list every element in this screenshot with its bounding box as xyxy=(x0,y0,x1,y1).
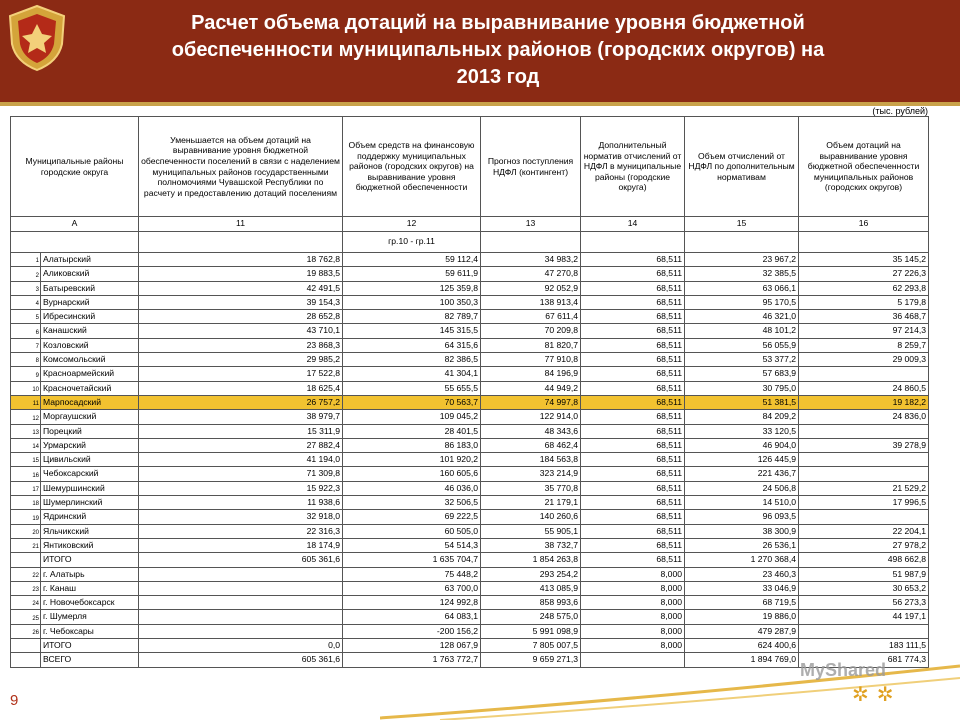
cell-c11: 22 316,3 xyxy=(139,524,343,538)
cell-c13: 5 991 098,9 xyxy=(481,624,581,638)
row-index: 13 xyxy=(11,424,41,438)
cell-c15: 24 506,8 xyxy=(685,481,799,495)
cell-c16 xyxy=(799,453,929,467)
cell-c13: 77 910,8 xyxy=(481,353,581,367)
table-row xyxy=(11,538,929,552)
coat-of-arms-icon xyxy=(6,4,68,72)
cell-c13: 140 260,6 xyxy=(481,510,581,524)
row-index: 8 xyxy=(11,353,41,367)
cell-c11 xyxy=(139,610,343,624)
cell-c14: 68,511 xyxy=(581,510,685,524)
row-index: 20 xyxy=(11,524,41,538)
cell-c11: 43 710,1 xyxy=(139,324,343,338)
cell-c12: 59 611,9 xyxy=(343,267,481,281)
colnum-13: 13 xyxy=(481,217,581,232)
cell-c11: 32 918,0 xyxy=(139,510,343,524)
title-line-3: 2013 год xyxy=(456,66,540,88)
cell-c13: 38 732,7 xyxy=(481,538,581,552)
cell-c14: 68,511 xyxy=(581,295,685,309)
row-district-name: Яльчикский xyxy=(41,524,139,538)
cell-c12: 75 448,2 xyxy=(343,567,481,581)
cell-c12: 109 045,2 xyxy=(343,410,481,424)
cell-c16: 22 204,1 xyxy=(799,524,929,538)
table-row xyxy=(11,367,929,381)
cell-c11: 15 922,3 xyxy=(139,481,343,495)
cell-c13: 138 913,4 xyxy=(481,295,581,309)
cell-c16: 8 259,7 xyxy=(799,338,929,352)
cell-c11: 605 361,6 xyxy=(139,553,343,567)
cell-c15: 53 377,2 xyxy=(685,353,799,367)
table-row xyxy=(11,281,929,295)
cell-c13: 92 052,9 xyxy=(481,281,581,295)
cell-c12: 54 514,3 xyxy=(343,538,481,552)
units-label: (тыс. рублей) xyxy=(872,106,928,116)
cell-c16: 19 182,2 xyxy=(799,395,929,409)
cell-c13: 122 914,0 xyxy=(481,410,581,424)
cell-c13: 413 085,9 xyxy=(481,581,581,595)
cell-c14: 68,511 xyxy=(581,324,685,338)
cell-c15: 46 321,0 xyxy=(685,310,799,324)
cell-c16: 24 836,0 xyxy=(799,410,929,424)
row-district-name: Аликовский xyxy=(41,267,139,281)
formula-cell: гр.10 - гр.11 xyxy=(343,232,481,253)
row-district-name: Канашский xyxy=(41,324,139,338)
cell-c16: 681 774,3 xyxy=(799,653,929,667)
cell-c11: 18 174,9 xyxy=(139,538,343,552)
row-index: 11 xyxy=(11,395,41,409)
row-index: 19 xyxy=(11,510,41,524)
table-row xyxy=(11,567,929,581)
cell-c12: -200 156,2 xyxy=(343,624,481,638)
cell-c15: 23 460,3 xyxy=(685,567,799,581)
cell-c12: 64 315,6 xyxy=(343,338,481,352)
cell-c11 xyxy=(139,596,343,610)
cell-c15: 84 209,2 xyxy=(685,410,799,424)
cell-c14: 68,511 xyxy=(581,467,685,481)
cell-c15: 48 101,2 xyxy=(685,324,799,338)
row-index: 7 xyxy=(11,338,41,352)
cell-c15: 63 066,1 xyxy=(685,281,799,295)
cell-c16 xyxy=(799,624,929,638)
cell-c11: 26 757,2 xyxy=(139,395,343,409)
cell-c15: 1 270 368,4 xyxy=(685,553,799,567)
cell-c16: 183 111,5 xyxy=(799,639,929,653)
header-divider xyxy=(0,102,960,106)
cell-c13: 44 949,2 xyxy=(481,381,581,395)
table-header-row xyxy=(11,117,929,217)
cell-c12: 160 605,6 xyxy=(343,467,481,481)
table-row xyxy=(11,596,929,610)
cell-c12: 60 505,0 xyxy=(343,524,481,538)
cell-c16: 17 996,5 xyxy=(799,496,929,510)
cell-c12: 1 635 704,7 xyxy=(343,553,481,567)
cell-c13: 48 343,6 xyxy=(481,424,581,438)
cell-c14: 8,000 xyxy=(581,567,685,581)
row-index: 2 xyxy=(11,267,41,281)
table-row xyxy=(11,610,929,624)
cell-c13: 7 805 007,5 xyxy=(481,639,581,653)
row-district-name: Красночетайский xyxy=(41,381,139,395)
cell-c14: 8,000 xyxy=(581,581,685,595)
cell-c14: 68,511 xyxy=(581,310,685,324)
cell-c13: 67 611,4 xyxy=(481,310,581,324)
cell-c14: 68,511 xyxy=(581,338,685,352)
subsidy-table xyxy=(10,116,929,668)
row-district-name: Порецкий xyxy=(41,424,139,438)
cell-c12: 63 700,0 xyxy=(343,581,481,595)
cell-c11: 18 625,4 xyxy=(139,381,343,395)
row-district-name: г. Чебоксары xyxy=(41,624,139,638)
cell-c15: 1 894 769,0 xyxy=(685,653,799,667)
cell-c13: 21 179,1 xyxy=(481,496,581,510)
table-row xyxy=(11,395,929,409)
cell-c13: 323 214,9 xyxy=(481,467,581,481)
column-number-row xyxy=(11,217,929,232)
cell-c14: 68,511 xyxy=(581,481,685,495)
cell-c12: 59 112,4 xyxy=(343,253,481,267)
cell-c14: 68,511 xyxy=(581,381,685,395)
row-index: 22 xyxy=(11,567,41,581)
cell-c13: 35 770,8 xyxy=(481,481,581,495)
cell-c14: 68,511 xyxy=(581,410,685,424)
cell-c11: 42 491,5 xyxy=(139,281,343,295)
cell-c15: 14 510,0 xyxy=(685,496,799,510)
row-district-name: Ядринский xyxy=(41,510,139,524)
cell-c11: 41 194,0 xyxy=(139,453,343,467)
cell-c13: 70 209,8 xyxy=(481,324,581,338)
cell-c14: 68,511 xyxy=(581,496,685,510)
cell-c12: 70 563,7 xyxy=(343,395,481,409)
row-index: 23 xyxy=(11,581,41,595)
cell-c14: 68,511 xyxy=(581,524,685,538)
cell-c12: 32 506,5 xyxy=(343,496,481,510)
row-district-name: Шемуршинский xyxy=(41,481,139,495)
row-index: 6 xyxy=(11,324,41,338)
cell-c16: 44 197,1 xyxy=(799,610,929,624)
cell-c12: 145 315,5 xyxy=(343,324,481,338)
cell-c12: 46 036,0 xyxy=(343,481,481,495)
row-district-name: Батыревский xyxy=(41,281,139,295)
cell-c16: 36 468,7 xyxy=(799,310,929,324)
cell-c13: 84 196,9 xyxy=(481,367,581,381)
cell-c13: 68 462,4 xyxy=(481,438,581,452)
row-index: 1 xyxy=(11,253,41,267)
star-ornament-icon: ✲✲ xyxy=(852,684,902,706)
cell-c16: 5 179,8 xyxy=(799,295,929,309)
header-col-16: Объем дотаций на выравнивание уровня бюджетной обеспеченности муниципальных районов (городских округов) xyxy=(799,117,929,217)
cell-c15: 56 055,9 xyxy=(685,338,799,352)
colnum-16: 16 xyxy=(799,217,929,232)
table-row xyxy=(11,481,929,495)
cell-c16: 27 978,2 xyxy=(799,538,929,552)
cell-c11: 17 522,8 xyxy=(139,367,343,381)
cell-c15: 23 967,2 xyxy=(685,253,799,267)
row-index: 26 xyxy=(11,624,41,638)
header-col-11: Уменьшается на объем дотаций на выравнивание уровня бюджетной обеспеченности поселений в связи с наделением муниципальных районов государственными полномочиями Чувашской Республики по расчету и предоставлению дотаций поселениям xyxy=(139,117,343,217)
cell-c12: 82 789,7 xyxy=(343,310,481,324)
cell-c15: 33 120,5 xyxy=(685,424,799,438)
cell-c16: 56 273,3 xyxy=(799,596,929,610)
row-index: 3 xyxy=(11,281,41,295)
row-district-name: ИТОГО xyxy=(41,639,139,653)
table-row xyxy=(11,267,929,281)
cell-c14: 68,511 xyxy=(581,424,685,438)
cell-c16: 27 226,3 xyxy=(799,267,929,281)
table-row xyxy=(11,453,929,467)
cell-c12: 101 920,2 xyxy=(343,453,481,467)
cell-c16 xyxy=(799,467,929,481)
row-district-name: Ибресинский xyxy=(41,310,139,324)
row-district-name: Шумерлинский xyxy=(41,496,139,510)
cell-c11: 0,0 xyxy=(139,639,343,653)
cell-c15: 95 170,5 xyxy=(685,295,799,309)
row-index: 15 xyxy=(11,453,41,467)
colnum-15: 15 xyxy=(685,217,799,232)
cell-c16: 35 145,2 xyxy=(799,253,929,267)
page-title xyxy=(118,10,878,91)
header-banner xyxy=(0,0,960,104)
cell-c12: 124 992,8 xyxy=(343,596,481,610)
cell-c13: 858 993,6 xyxy=(481,596,581,610)
cell-c16: 39 278,9 xyxy=(799,438,929,452)
cell-c14: 68,511 xyxy=(581,453,685,467)
row-district-name: Янтиковский xyxy=(41,538,139,552)
table-row xyxy=(11,553,929,567)
cell-c11: 71 309,8 xyxy=(139,467,343,481)
colnum-11: 11 xyxy=(139,217,343,232)
row-index: 16 xyxy=(11,467,41,481)
cell-c13: 184 563,8 xyxy=(481,453,581,467)
cell-c15: 221 436,7 xyxy=(685,467,799,481)
cell-c13: 47 270,8 xyxy=(481,267,581,281)
cell-c12: 41 304,1 xyxy=(343,367,481,381)
cell-c15: 33 046,9 xyxy=(685,581,799,595)
cell-c11 xyxy=(139,567,343,581)
cell-c12: 64 083,1 xyxy=(343,610,481,624)
cell-c15: 32 385,5 xyxy=(685,267,799,281)
cell-c16 xyxy=(799,424,929,438)
cell-c15: 126 445,9 xyxy=(685,453,799,467)
cell-c16: 62 293,8 xyxy=(799,281,929,295)
cell-c14: 68,511 xyxy=(581,395,685,409)
row-district-name: Моргаушский xyxy=(41,410,139,424)
cell-c16: 30 653,2 xyxy=(799,581,929,595)
title-line-2: обеспеченности муниципальных районов (городских округов) на xyxy=(171,39,825,61)
cell-c13: 248 575,0 xyxy=(481,610,581,624)
table-row xyxy=(11,295,929,309)
table-row xyxy=(11,338,929,352)
cell-c12: 86 183,0 xyxy=(343,438,481,452)
cell-c11: 39 154,3 xyxy=(139,295,343,309)
table-row xyxy=(11,496,929,510)
cell-c14: 68,511 xyxy=(581,267,685,281)
cell-c13: 55 905,1 xyxy=(481,524,581,538)
cell-c11: 18 762,8 xyxy=(139,253,343,267)
row-district-name: Комсомольский xyxy=(41,353,139,367)
colnum-14: 14 xyxy=(581,217,685,232)
table-row xyxy=(11,353,929,367)
row-district-name: Алатырский xyxy=(41,253,139,267)
cell-c15: 96 093,5 xyxy=(685,510,799,524)
row-index: 10 xyxy=(11,381,41,395)
row-district-name: ВСЕГО xyxy=(41,653,139,667)
table-row xyxy=(11,310,929,324)
colnum-12: 12 xyxy=(343,217,481,232)
row-index: 25 xyxy=(11,610,41,624)
table-row xyxy=(11,253,929,267)
table-row xyxy=(11,581,929,595)
row-district-name: Марпосадский xyxy=(41,395,139,409)
row-index: 9 xyxy=(11,367,41,381)
cell-c16: 24 860,5 xyxy=(799,381,929,395)
row-index: 18 xyxy=(11,496,41,510)
cell-c15: 479 287,9 xyxy=(685,624,799,638)
cell-c11: 28 652,8 xyxy=(139,310,343,324)
cell-c14: 68,511 xyxy=(581,438,685,452)
cell-c13: 81 820,7 xyxy=(481,338,581,352)
cell-c16: 51 987,9 xyxy=(799,567,929,581)
row-district-name: Козловский xyxy=(41,338,139,352)
cell-c15: 51 381,5 xyxy=(685,395,799,409)
watermark-text: MyShared xyxy=(800,660,887,680)
cell-c15: 38 300,9 xyxy=(685,524,799,538)
formula-row xyxy=(11,232,929,253)
table-row xyxy=(11,467,929,481)
cell-c16: 29 009,3 xyxy=(799,353,929,367)
row-index: 4 xyxy=(11,295,41,309)
cell-c16 xyxy=(799,367,929,381)
row-index: 14 xyxy=(11,438,41,452)
row-index xyxy=(11,653,41,667)
cell-c11: 38 979,7 xyxy=(139,410,343,424)
cell-c16: 498 662,8 xyxy=(799,553,929,567)
title-line-1: Расчет объема дотаций на выравнивание уровня бюджетной xyxy=(191,12,805,34)
cell-c14: 68,511 xyxy=(581,281,685,295)
table-row xyxy=(11,438,929,452)
cell-c14: 8,000 xyxy=(581,639,685,653)
cell-c16: 21 529,2 xyxy=(799,481,929,495)
cell-c11: 19 883,5 xyxy=(139,267,343,281)
cell-c14: 68,511 xyxy=(581,553,685,567)
cell-c13: 9 659 271,3 xyxy=(481,653,581,667)
header-col-14: Дополнительный норматив отчислений от НДФЛ в муниципальные районы (городские округа) xyxy=(581,117,685,217)
cell-c12: 1 763 772,7 xyxy=(343,653,481,667)
cell-c15: 46 904,0 xyxy=(685,438,799,452)
cell-c16: 97 214,3 xyxy=(799,324,929,338)
header-col-12: Объем средств на финансовую поддержку муниципальных районов (городских округов) на выравнивание уровня бюджетной обеспеченности xyxy=(343,117,481,217)
table-row xyxy=(11,639,929,653)
table-row xyxy=(11,624,929,638)
table-row xyxy=(11,381,929,395)
row-district-name: г. Канаш xyxy=(41,581,139,595)
cell-c13: 74 997,8 xyxy=(481,395,581,409)
row-district-name: г. Новочебоксарск xyxy=(41,596,139,610)
header-col-13: Прогноз поступления НДФЛ (контингент) xyxy=(481,117,581,217)
page-number: 9 xyxy=(10,692,19,709)
cell-c12: 69 222,5 xyxy=(343,510,481,524)
cell-c11: 605 361,6 xyxy=(139,653,343,667)
row-district-name: Цивильский xyxy=(41,453,139,467)
cell-c15: 26 536,1 xyxy=(685,538,799,552)
cell-c15: 57 683,9 xyxy=(685,367,799,381)
cell-c12: 125 359,8 xyxy=(343,281,481,295)
cell-c16 xyxy=(799,510,929,524)
cell-c14: 68,511 xyxy=(581,353,685,367)
table-body xyxy=(11,253,929,668)
cell-c14: 8,000 xyxy=(581,624,685,638)
header-col-15: Объем отчислений от НДФЛ по дополнительным нормативам xyxy=(685,117,799,217)
cell-c12: 100 350,3 xyxy=(343,295,481,309)
cell-c12: 28 401,5 xyxy=(343,424,481,438)
cell-c11: 27 882,4 xyxy=(139,438,343,452)
cell-c11: 23 868,3 xyxy=(139,338,343,352)
cell-c12: 82 386,5 xyxy=(343,353,481,367)
row-district-name: Вурнарский xyxy=(41,295,139,309)
cell-c14: 68,511 xyxy=(581,367,685,381)
table-row xyxy=(11,524,929,538)
cell-c15: 624 400,6 xyxy=(685,639,799,653)
row-district-name: г. Алатырь xyxy=(41,567,139,581)
cell-c13: 1 854 263,8 xyxy=(481,553,581,567)
table-row xyxy=(11,324,929,338)
row-index: 12 xyxy=(11,410,41,424)
cell-c12: 128 067,9 xyxy=(343,639,481,653)
cell-c15: 30 795,0 xyxy=(685,381,799,395)
cell-c14: 68,511 xyxy=(581,253,685,267)
cell-c13: 293 254,2 xyxy=(481,567,581,581)
row-index: 24 xyxy=(11,596,41,610)
table-row xyxy=(11,424,929,438)
cell-c15: 68 719,5 xyxy=(685,596,799,610)
table-row xyxy=(11,410,929,424)
subsidy-table-container xyxy=(10,116,928,668)
row-index: 21 xyxy=(11,538,41,552)
row-index xyxy=(11,553,41,567)
cell-c12: 55 655,5 xyxy=(343,381,481,395)
header-district: Муниципальные районы городские округа xyxy=(11,117,139,217)
row-index: 5 xyxy=(11,310,41,324)
row-index xyxy=(11,639,41,653)
row-district-name: Чебоксарский xyxy=(41,467,139,481)
cell-c11: 29 985,2 xyxy=(139,353,343,367)
row-district-name: Урмарский xyxy=(41,438,139,452)
cell-c14: 8,000 xyxy=(581,596,685,610)
cell-c11 xyxy=(139,581,343,595)
table-row xyxy=(11,510,929,524)
row-index: 17 xyxy=(11,481,41,495)
cell-c14: 68,511 xyxy=(581,538,685,552)
cell-c14: 8,000 xyxy=(581,610,685,624)
cell-c11 xyxy=(139,624,343,638)
row-district-name: ИТОГО xyxy=(41,553,139,567)
cell-c11: 11 938,6 xyxy=(139,496,343,510)
cell-c15: 19 886,0 xyxy=(685,610,799,624)
cell-c11: 15 311,9 xyxy=(139,424,343,438)
row-district-name: г. Шумерля xyxy=(41,610,139,624)
colnum-a: А xyxy=(11,217,139,232)
cell-c13: 34 983,2 xyxy=(481,253,581,267)
row-district-name: Красноармейский xyxy=(41,367,139,381)
